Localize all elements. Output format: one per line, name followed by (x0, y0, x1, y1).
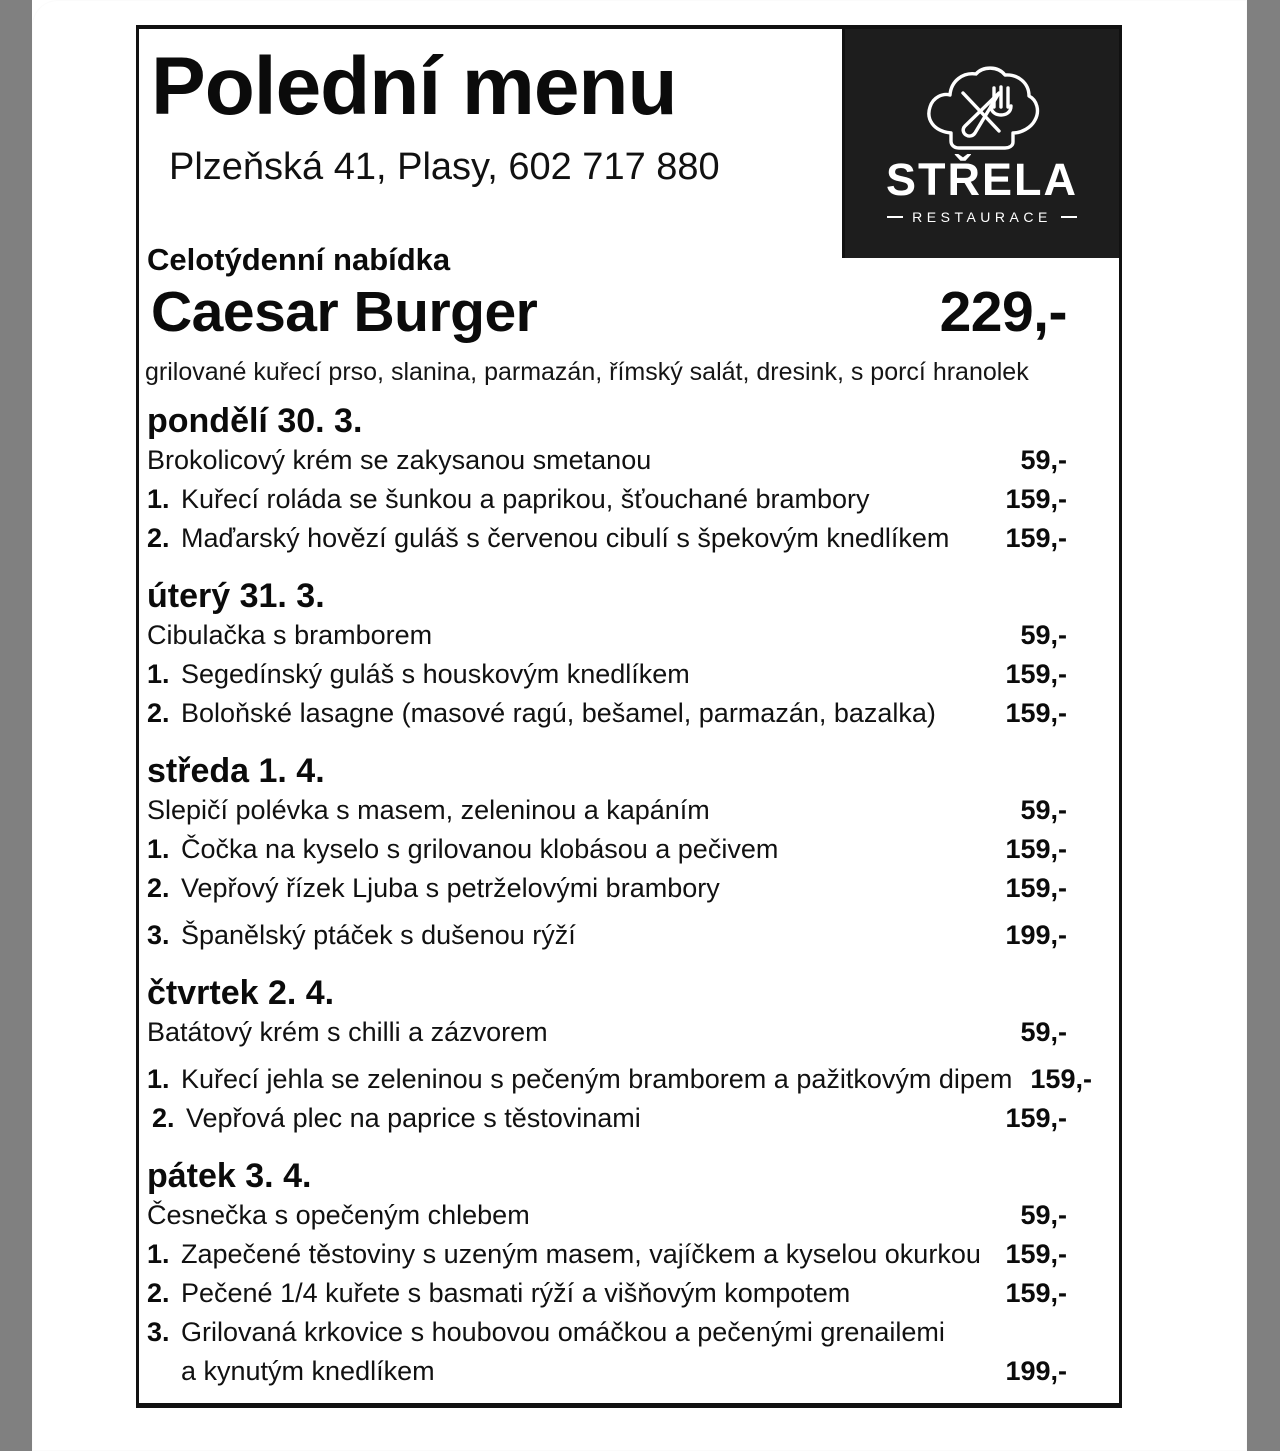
day-title: pátek 3. 4. (147, 1157, 312, 1196)
item-number: 3. (147, 1317, 170, 1348)
item-number: 2. (147, 698, 170, 729)
menu-item-row (139, 484, 1119, 515)
day-section (139, 1142, 1119, 1387)
item-number: 1. (147, 1064, 170, 1095)
item-price: 199,- (1005, 920, 1067, 951)
item-name: Grilovaná krkovice s houbovou omáčkou a pečenými grenailemi (181, 1317, 945, 1348)
day-section (139, 562, 1119, 729)
featured-item-name: Caesar Burger (151, 280, 538, 344)
item-number: 1. (147, 1239, 170, 1270)
item-price: 59,- (1020, 445, 1067, 476)
item-price: 59,- (1020, 1017, 1067, 1048)
item-price: 159,- (1005, 873, 1067, 904)
day-title: čtvrtek 2. 4. (147, 974, 335, 1013)
item-name: Pečené 1/4 kuřete s basmati rýží a višňovým kompotem (181, 1278, 851, 1309)
featured-item-row (139, 280, 1119, 344)
item-price: 159,- (1005, 659, 1067, 690)
day-title: středa 1. 4. (147, 752, 325, 791)
day-section (139, 959, 1119, 1134)
logo-wordmark: STŘELA (886, 153, 1078, 205)
item-name: Zapečené těstoviny s uzeným masem, vajíčkem a kyselou okurkou (181, 1239, 981, 1270)
logo-dash-left (887, 216, 903, 218)
logo-dash-right (1061, 216, 1077, 218)
chef-hat-with-crossed-knife-and-fork-icon (921, 63, 1043, 159)
item-price: 159,- (1030, 1064, 1092, 1095)
soup-row (139, 1200, 1119, 1231)
item-price: 159,- (1005, 484, 1067, 515)
restaurant-logo (845, 29, 1119, 258)
item-name: Česnečka s opečeným chlebem (147, 1200, 530, 1231)
item-name: Vepřová plec na paprice s těstovinami (186, 1103, 641, 1134)
left-grey-band (0, 0, 32, 1451)
item-number: 1. (147, 484, 170, 515)
item-price: 159,- (1005, 1239, 1067, 1270)
soup-row (139, 795, 1119, 826)
item-number: 2. (147, 1278, 170, 1309)
soup-row (139, 1017, 1119, 1048)
address-line: Plzeňská 41, Plasy, 602 717 880 (169, 146, 720, 188)
item-name: Kuřecí roláda se šunkou a paprikou, šťouchané brambory (181, 484, 870, 515)
item-name: Kuřecí jehla se zeleninou s pečeným bramborem a pažitkovým dipem (181, 1064, 1013, 1095)
item-name: Maďarský hovězí guláš s červenou cibulí s špekovým knedlíkem (181, 523, 950, 554)
item-number: 3. (147, 920, 170, 951)
day-title: pondělí 30. 3. (147, 402, 363, 440)
item-name: Segedínský guláš s houskovým knedlíkem (181, 659, 690, 690)
featured-item-description: grilované kuřecí prso, slanina, parmazán, římský salát, dresink, s porcí hranolek (145, 358, 1029, 386)
item-name: Boloňské lasagne (masové ragú, bešamel, parmazán, bazalka) (181, 698, 936, 729)
menu-item-row (139, 1317, 1119, 1348)
menu-sheet (136, 25, 1122, 1408)
item-price: 199,- (1005, 1356, 1067, 1387)
day-title: úterý 31. 3. (147, 577, 325, 616)
item-price: 59,- (1020, 795, 1067, 826)
day-section (139, 737, 1119, 951)
menu-header (139, 29, 1119, 277)
item-price: 159,- (1005, 1278, 1067, 1309)
item-price: 159,- (1005, 698, 1067, 729)
item-number: 1. (147, 834, 170, 865)
item-price: 159,- (1005, 834, 1067, 865)
menu-item-row (139, 1064, 1119, 1095)
page-title: Polední menu (151, 41, 677, 132)
featured-item-price: 229,- (939, 280, 1067, 344)
menu-item-row (139, 659, 1119, 690)
soup-row (139, 445, 1119, 476)
item-name: Batátový krém s chilli a zázvorem (147, 1017, 548, 1048)
logo-tagline: RESTAURACE (912, 208, 1052, 225)
item-name: Slepičí polévka s masem, zeleninou a kapáním (147, 795, 710, 826)
menu-item-row (139, 698, 1119, 729)
item-price: 159,- (1005, 1103, 1067, 1134)
header-text-block (139, 29, 845, 258)
item-number: 2. (152, 1103, 175, 1134)
item-number: 1. (147, 659, 170, 690)
menu-item-row (139, 1103, 1119, 1134)
menu-item-row (139, 873, 1119, 904)
item-price: 159,- (1005, 523, 1067, 554)
day-section (139, 387, 1119, 554)
item-number: 2. (147, 873, 170, 904)
menu-item-row (139, 523, 1119, 554)
item-name: Brokolicový krém se zakysanou smetanou (147, 445, 652, 476)
menu-item-row (139, 920, 1119, 951)
sheet-bottom-padding (139, 1395, 1119, 1403)
item-name: Čočka na kyselo s grilovanou klobásou a pečivem (181, 834, 779, 865)
item-number: 2. (147, 523, 170, 554)
item-price: 59,- (1020, 620, 1067, 651)
item-name: a kynutým knedlíkem (181, 1356, 435, 1387)
menu-item-row (139, 834, 1119, 865)
day-sections (139, 387, 1119, 1387)
week-offer-label: Celotýdenní nabídka (147, 242, 451, 277)
right-grey-band (1247, 0, 1280, 1451)
item-name: Vepřový řízek Ljuba s petrželovými brambory (181, 873, 720, 904)
item-name: Cibulačka s bramborem (147, 620, 433, 651)
logo-tagline-group (887, 209, 1077, 225)
item-name: Španělský ptáček s dušenou rýží (181, 920, 576, 951)
menu-item-row (139, 1278, 1119, 1309)
menu-item-row (139, 1356, 1119, 1387)
soup-row (139, 620, 1119, 651)
item-price: 59,- (1020, 1200, 1067, 1231)
menu-item-row (139, 1239, 1119, 1270)
